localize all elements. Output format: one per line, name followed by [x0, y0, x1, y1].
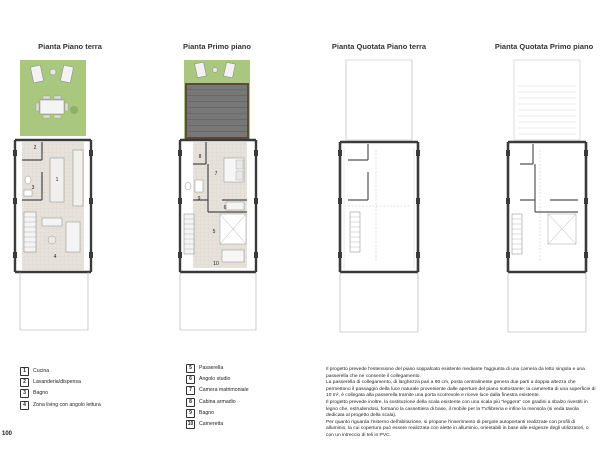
outdoor-dining-table-icon	[40, 100, 64, 114]
legend-item	[20, 377, 101, 388]
legend-number: 9	[186, 409, 195, 418]
room-label: 7	[214, 171, 218, 177]
toilet-icon	[185, 182, 191, 190]
title-first-floor-plan: Pianta Primo piano	[183, 42, 251, 51]
chair-icon	[54, 96, 61, 99]
legend-number: 3	[20, 389, 29, 398]
dimensioned-first-floor-plan	[506, 60, 588, 332]
room-label: 8	[198, 154, 202, 160]
chair-icon	[65, 103, 68, 111]
dimensioned-ground-floor-plan	[338, 60, 420, 332]
title-dimensioned-first-plan: Pianta Quotata Primo piano	[494, 42, 594, 51]
legend-item	[20, 366, 101, 377]
legend-item	[186, 408, 249, 419]
legend-item	[186, 363, 249, 374]
legend-number: 7	[186, 386, 195, 395]
legend-number: 8	[186, 398, 195, 407]
legend-ground-floor	[20, 366, 101, 411]
legend-number: 2	[20, 378, 29, 387]
plant-icon	[70, 106, 78, 114]
legend-item	[186, 385, 249, 396]
side-table-icon	[213, 68, 218, 73]
legend-item	[186, 419, 249, 430]
toilet-icon	[25, 176, 31, 184]
room-label: 4	[53, 254, 57, 260]
chair-icon	[36, 103, 39, 111]
staircase-icon	[24, 212, 36, 252]
side-table-icon	[50, 69, 56, 75]
room-label: 1	[55, 177, 59, 183]
single-bed-icon	[222, 250, 244, 262]
legend-first-floor	[186, 363, 249, 430]
legend-label: Bagno	[33, 390, 49, 397]
legend-label: Lavanderia/dispensa	[33, 379, 81, 386]
room-label: 6	[223, 205, 227, 211]
legend-label: Bagno	[199, 409, 215, 416]
legend-label: Cameretta	[199, 420, 224, 427]
legend-item	[20, 388, 101, 399]
pergola-roof	[186, 84, 248, 138]
legend-label: Passerella	[199, 365, 224, 371]
legend-item	[20, 400, 101, 411]
room-label: 2	[33, 145, 37, 151]
sofa-icon	[42, 218, 62, 226]
description-paragraph: Per quanto riguarda l'esterno dell'abitazione, si propone l'inserimento di pergole autoportanti realizzate con profili di alluminio, la cui copertura può essere realizzata con alette in alluminio, orientabili in base alle esigenze degli utilizzatori, o con un intreccio di teli in PVC.	[326, 419, 589, 438]
description-paragraph: Il progetto prevede inoltre, la sostituzione della scala esistente con una scala più "leggera" con gradini a sbalzo rivestiti in legno che, estrudendosi, formano la cassettiera di base, il mobile per la TV/libreria e infine la mensola (si veda tavola dedicata al progetto della scala).	[326, 399, 588, 419]
title-dimensioned-ground-plan: Pianta Quotata Piano terra	[331, 42, 427, 51]
legend-number: 10	[187, 421, 194, 428]
page-number: 100	[2, 431, 13, 437]
project-description	[326, 367, 596, 440]
kitchen-counter-icon	[73, 150, 83, 206]
description-paragraph: Il progetto prevede l'estensione del piano soppalcato esistente mediante l'aggiunta di una camera da letto singola e una passerella che ne consente il collegamento.	[326, 367, 585, 379]
legend-label: Camera matrimoniale	[199, 387, 249, 394]
legend-number: 6	[186, 375, 195, 384]
legend-item	[186, 397, 249, 408]
room-label: 10	[213, 261, 219, 267]
title-ground-floor-plan: Pianta Piano terra	[38, 42, 102, 51]
room-label: 3	[31, 185, 35, 191]
legend-label: Cabina armadio	[199, 398, 236, 405]
legend-label: Zona living con angolo lettura	[33, 401, 101, 408]
first-floor-plan	[178, 60, 258, 330]
chair-icon	[54, 115, 61, 118]
staircase-icon	[184, 214, 194, 254]
armchair-icon	[66, 222, 80, 252]
legend-label: Cucina	[33, 368, 50, 374]
description-paragraph: La passerella di collegamento, di larghezza pari a 90 cm, posta centralmente genera due parti a doppia altezza che permettono il passaggio della luce naturale proveniente dalle aperture del piano sottostante; la cameretta di una superficie di 10 m², è collegata alla passerella tramite una porta scorrevole e riceve luce dalla finestra esistente.	[326, 380, 596, 399]
desk-icon	[223, 202, 244, 211]
legend-number: 1	[20, 367, 29, 376]
legend-item	[186, 374, 249, 385]
legend-label: Angolo studio	[199, 376, 231, 383]
ground-floor-plan	[13, 60, 93, 330]
chair-icon	[43, 96, 50, 99]
shower-icon	[195, 180, 203, 192]
double-height-void	[220, 214, 246, 244]
chair-icon	[43, 115, 50, 118]
room-label: 9	[197, 196, 201, 202]
coffee-table-icon	[48, 236, 56, 244]
room-label: 5	[212, 229, 216, 235]
legend-number: 5	[186, 364, 195, 373]
legend-number: 4	[20, 401, 29, 410]
